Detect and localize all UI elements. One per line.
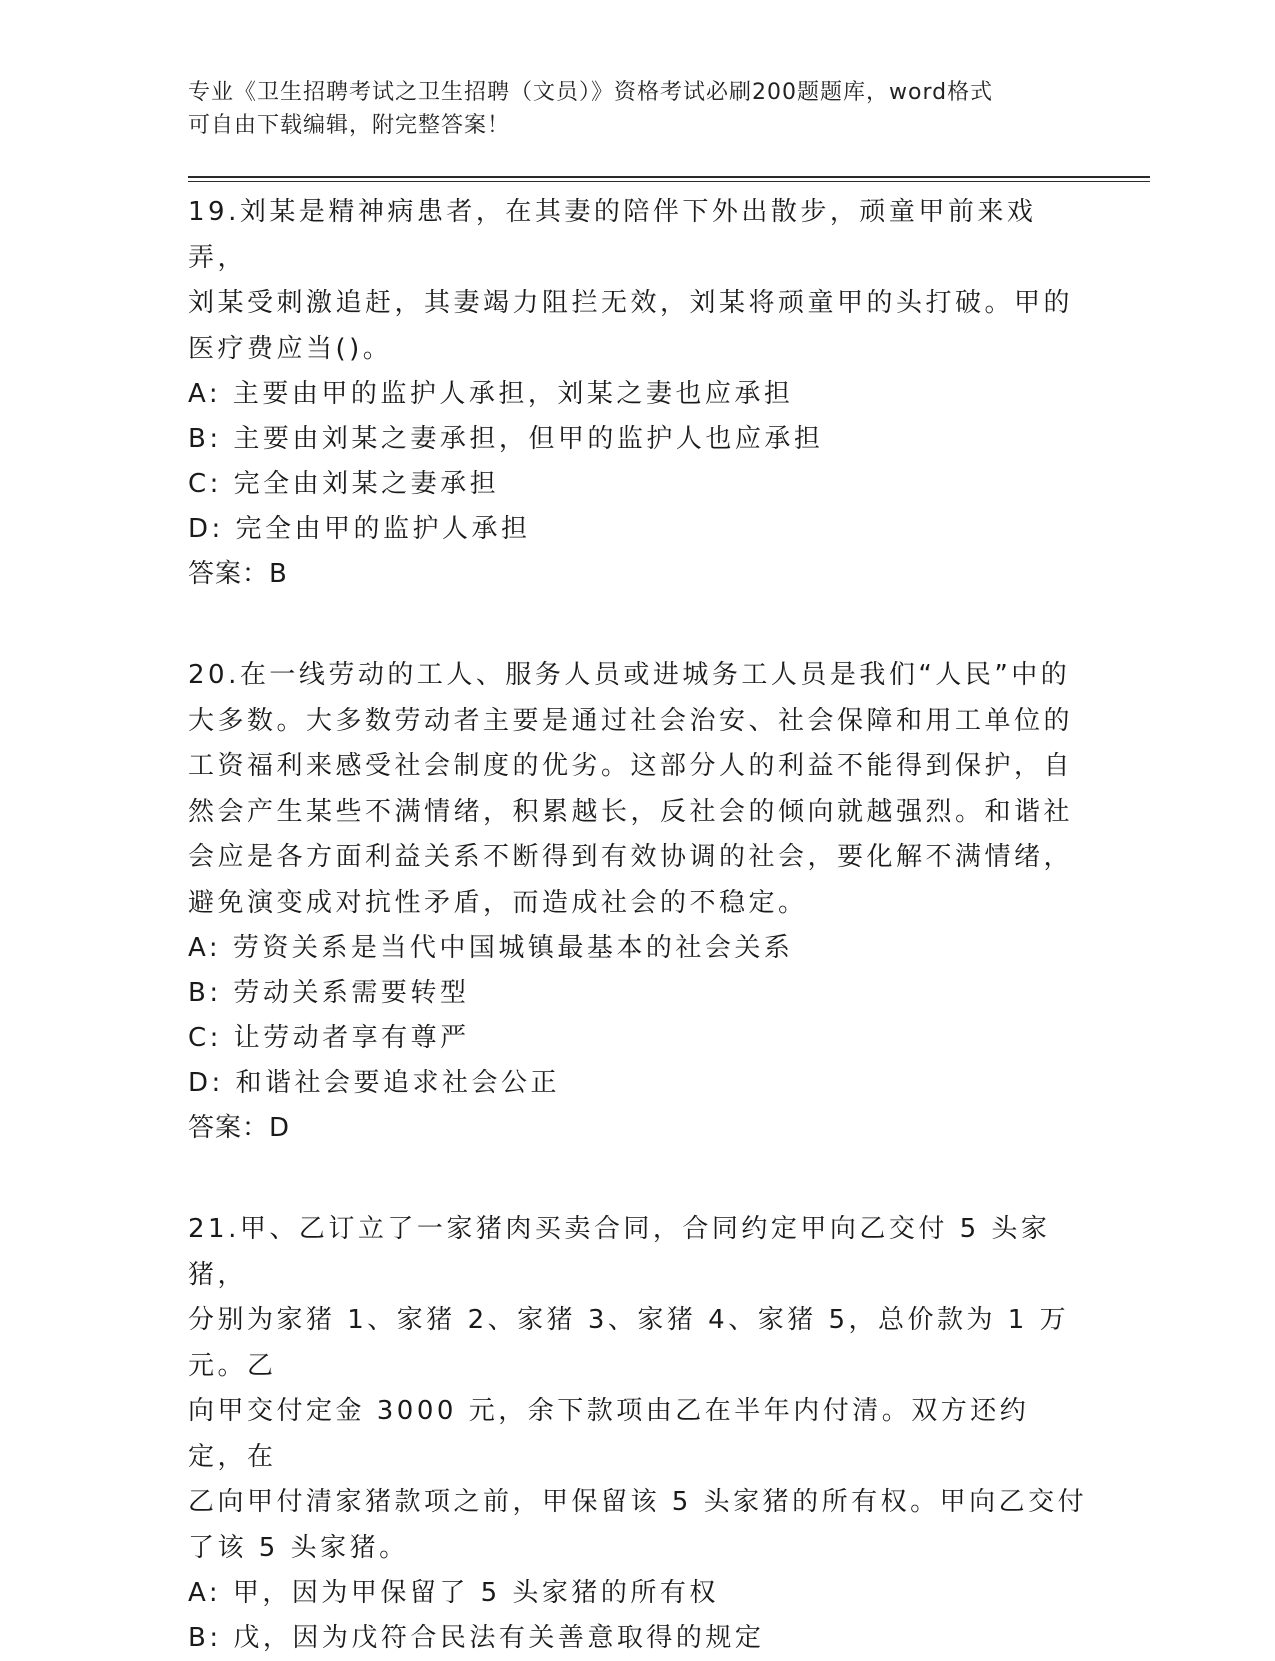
question-stem-line: 乙向甲付清家猪款项之前，甲保留该 5 头家猪的所有权。甲向乙交付 (188, 1487, 1088, 1517)
question-stem-line: 然会产生某些不满情绪，积累越长，反社会的倾向就越强烈。和谐社 (188, 796, 1074, 827)
question-19 (188, 190, 1088, 597)
header-line-2: 可自由下载编辑，附完整答案！ (188, 113, 511, 138)
option-a: A: 甲，因为甲保留了 5 头家猪的所有权 (188, 1578, 719, 1608)
answer-line: 答案：D (188, 1113, 291, 1143)
option-a: A: 主要由甲的监护人承担，刘某之妻也应承担 (188, 379, 794, 409)
question-stem-line: 19.刘某是精神病患者，在其妻的陪伴下外出散步，顽童甲前来戏弄， (188, 197, 1037, 273)
question-stem-line: 了该 5 头家猪。 (188, 1532, 409, 1563)
question-stem-line: 分别为家猪 1、家猪 2、家猪 3、家猪 4、家猪 5，总价款为 1 万元。乙 (188, 1305, 1070, 1381)
option-b: B: 主要由刘某之妻承担，但甲的监护人也应承担 (188, 424, 824, 454)
option-d: D: 完全由甲的监护人承担 (188, 514, 531, 544)
question-list (188, 190, 1088, 1661)
header-divider-thick (188, 176, 1150, 178)
option-b: B: 戊，因为戊符合民法有关善意取得的规定 (188, 1623, 765, 1653)
option-c: C: 让劳动者享有尊严 (188, 1023, 470, 1053)
question-21 (188, 1207, 1088, 1661)
question-stem-line: 21.甲、乙订立了一家猪肉买卖合同，合同约定甲向乙交付 5 头家猪， (188, 1214, 1051, 1290)
question-stem-line: 向甲交付定金 3000 元，余下款项由乙在半年内付清。双方还约定，在 (188, 1396, 1030, 1472)
question-stem-line: 刘某受刺激追赶，其妻竭力阻拦无效，刘某将顽童甲的头打破。甲的 (188, 288, 1074, 318)
question-stem-line: 大多数。大多数劳动者主要是通过社会治安、社会保障和用工单位的 (188, 705, 1074, 736)
option-c: C: 完全由刘某之妻承担 (188, 469, 500, 499)
question-spacer (188, 597, 1088, 653)
question-stem-line: 20.在一线劳动的工人、服务人员或进城务工人员是我们“人民”中的 (188, 660, 1071, 690)
option-a: A: 劳资关系是当代中国城镇最基本的社会关系 (188, 933, 794, 963)
header-line-1: 专业《卫生招聘考试之卫生招聘（文员）》资格考试必刷200题题库，word格式 (188, 80, 994, 105)
option-d: D: 和谐社会要追求社会公正 (188, 1068, 561, 1098)
answer-line: 答案：B (188, 559, 288, 589)
question-20 (188, 653, 1088, 1151)
header-divider-thin (188, 181, 1150, 182)
question-stem-line: 医疗费应当()。 (188, 333, 393, 364)
question-spacer (188, 1151, 1088, 1207)
question-stem-line: 工资福利来感受社会制度的优劣。这部分人的利益不能得到保护，自 (188, 751, 1074, 781)
question-stem-line: 避免演变成对抗性矛盾，而造成社会的不稳定。 (188, 887, 808, 918)
document-header (188, 76, 1068, 142)
question-stem-line: 会应是各方面利益关系不断得到有效协调的社会，要化解不满情绪， (188, 842, 1074, 872)
option-b: B: 劳动关系需要转型 (188, 978, 470, 1008)
